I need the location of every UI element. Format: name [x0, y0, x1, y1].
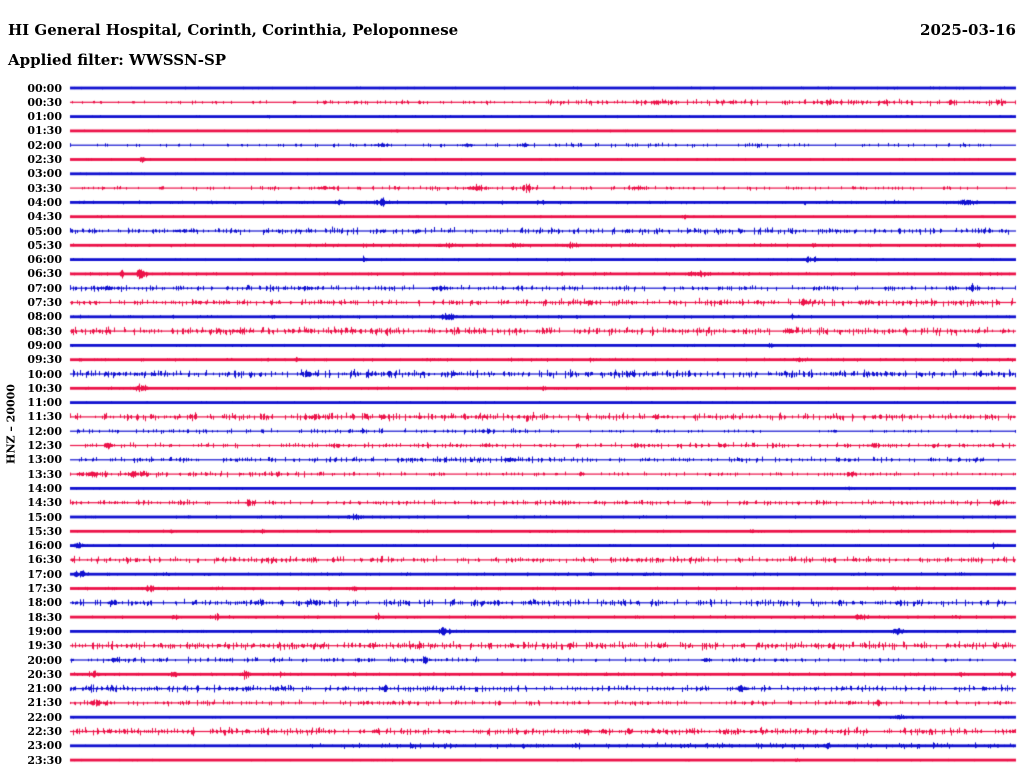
- time-label: 02:30: [27, 153, 62, 166]
- time-label: 00:30: [27, 95, 62, 109]
- time-label: 04:30: [27, 210, 62, 224]
- time-label: 09:00: [27, 338, 62, 352]
- time-label: 05:30: [27, 238, 62, 252]
- time-label: 23:00: [27, 739, 62, 753]
- time-label: 08:30: [27, 324, 62, 338]
- time-label: 09:30: [27, 353, 62, 367]
- time-label: 10:00: [27, 367, 62, 381]
- time-label: 21:30: [27, 696, 62, 710]
- time-label: 12:00: [27, 424, 62, 438]
- time-label: 01:00: [27, 110, 62, 124]
- time-label: 17:00: [27, 567, 62, 581]
- time-label: 17:30: [27, 582, 62, 595]
- time-label: 16:30: [27, 553, 62, 567]
- time-label: 06:30: [27, 267, 62, 281]
- time-label: 06:00: [27, 253, 62, 267]
- time-label: 18:30: [27, 610, 62, 624]
- time-label: 01:30: [27, 124, 62, 138]
- time-label: 16:00: [27, 539, 62, 553]
- time-label: 04:00: [27, 195, 62, 209]
- time-label: 00:00: [27, 81, 62, 95]
- time-label: 20:30: [27, 667, 62, 681]
- time-label: 18:00: [27, 596, 62, 610]
- time-label: 22:00: [27, 710, 62, 724]
- time-label: 11:00: [27, 396, 62, 410]
- time-label: 15:00: [27, 510, 62, 524]
- time-label: 03:30: [27, 181, 62, 195]
- time-label: 21:00: [27, 682, 62, 696]
- time-label: 14:00: [27, 481, 62, 495]
- time-label: 13:30: [27, 467, 62, 481]
- time-label: 02:00: [27, 138, 62, 152]
- time-label: 12:30: [27, 439, 62, 452]
- time-label: 07:00: [27, 281, 62, 295]
- time-label: 14:30: [27, 496, 62, 510]
- time-label: 19:00: [27, 624, 62, 638]
- time-label: 15:30: [27, 524, 62, 538]
- time-label: 03:00: [27, 167, 62, 181]
- time-label: 23:30: [27, 753, 62, 767]
- time-label: 20:00: [27, 653, 62, 667]
- time-label: 11:30: [27, 410, 62, 424]
- time-label: 22:30: [27, 725, 62, 738]
- time-label: 13:00: [27, 453, 62, 467]
- time-label: 07:30: [27, 296, 62, 309]
- time-label: 08:00: [27, 310, 62, 324]
- time-label: 10:30: [27, 381, 62, 395]
- time-label: 05:00: [27, 224, 62, 238]
- time-axis: [0, 0, 62, 780]
- time-label: 19:30: [27, 639, 62, 653]
